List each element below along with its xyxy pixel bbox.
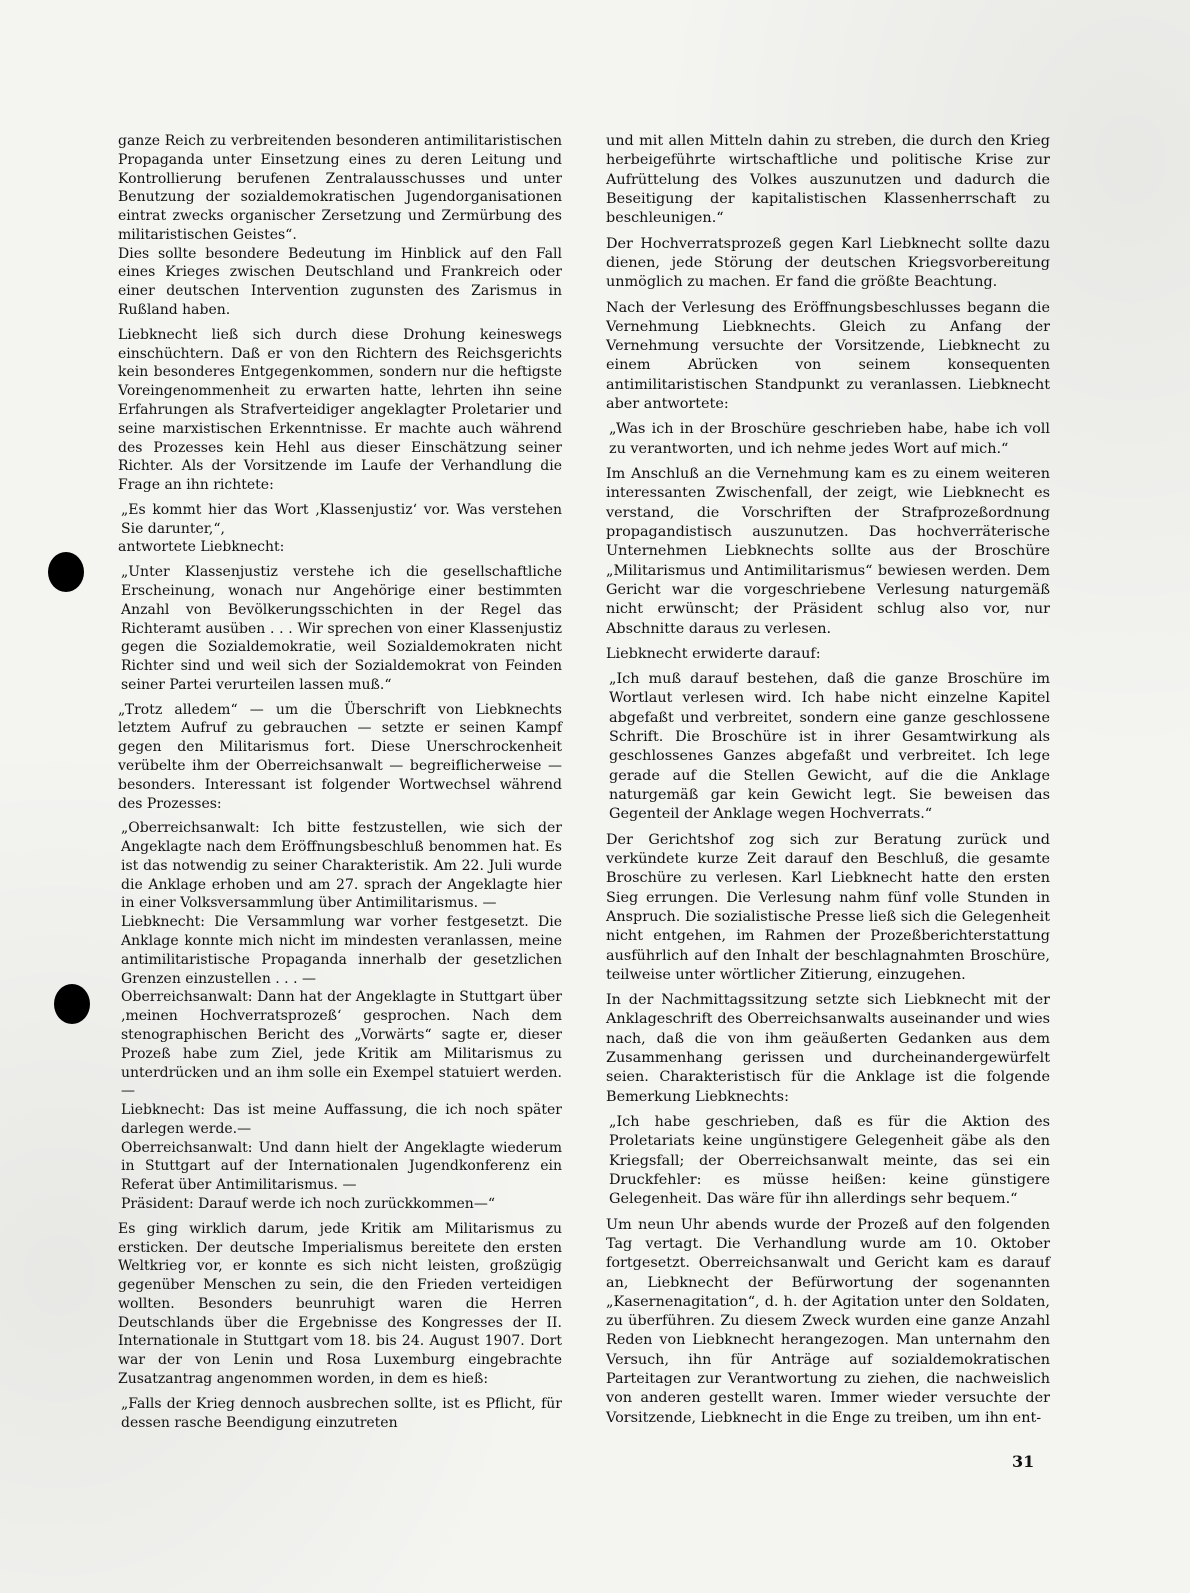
quote: „Falls der Krieg dennoch ausbrechen sollte, ist es Pflicht, für dessen rasche Beendigung einzutreten (121, 1395, 562, 1431)
page-number: 31 (1012, 1452, 1035, 1471)
quote: „Was ich in der Broschüre geschrieben habe, habe ich voll zu verantworten, und ich nehme jedes Wort auf mich.“ (609, 421, 1050, 457)
paragraph: antwortete Liebknecht: (118, 539, 285, 556)
paragraph: Es ging wirklich darum, jede Kritik am Militarismus zu ersticken. Der deutsche Imperialismus bereitete den ersten Weltkrieg vor, er konnte es sich nicht leisten, großzügig gegenüber Menschen zu sein, die den Frieden verteidigen wollten. Besonders beunruhigt waren die Herren Deutschlands über die Ergebnisse des Kongresses der II. Internationale in Stuttgart vom 18. bis 24. August 1907. Dort war der von Lenin und Rosa Luxemburg eingebrachte Zusatzantrag angenommen worden, in dem es hieß: (118, 1220, 562, 1387)
paragraph: Liebknecht erwiderte darauf: (606, 645, 821, 662)
quote: Liebknecht: Die Versammlung war vorher festgesetzt. Die Anklage konnte mich nicht im mindesten veranlassen, meine antimilitaristische Propaganda innerhalb der gesetzlichen Grenzen einzustellen . . . — (121, 914, 562, 987)
paragraph: Dies sollte besondere Bedeutung im Hinblick auf den Fall eines Krieges zwischen Deutschland und Frankreich oder einer deutschen Intervention zugunsten des Zarismus in Rußland haben. (118, 245, 562, 319)
punch-hole (48, 552, 84, 592)
paragraph: Nach der Verlesung des Eröffnungsbeschlusses begann die Vernehmung Liebknechts. Gleich zu Anfang der Vernehmung versuchte der Vorsitzende, Liebknecht zu einem Abrücken von seinem konsequenten antimilitaristischen Standpunkt zu veranlassen. Liebknecht aber antwortete: (606, 299, 1050, 413)
paragraph: Der Hochverratsprozeß gegen Karl Liebknecht sollte dazu dienen, jede Störung der deutschen Kriegsvorbereitung unmöglich zu machen. Er fand die größte Beachtung. (606, 235, 1050, 291)
quote: Oberreichsanwalt: Und dann hielt der Angeklagte wiederum in Stuttgart auf der Internationalen Jugendkonferenz ein Referat über Antimilitarismus. — (121, 1139, 562, 1194)
quote: „Ich habe geschrieben, daß es für die Aktion des Proletariats keine ungünstigere Gelegenheit gäbe als den Kriegsfall; der Oberreichsanwalt meinte, das sei ein Druckfehler: es müsse heißen: keine günstigere Gelegenheit. Das wäre für ihn allerdings sehr bequem.“ (609, 1114, 1050, 1208)
quote: „Ich muß darauf bestehen, daß die ganze Broschüre im Wortlaut verlesen wird. Ich habe nicht einzelne Kapitel abgefaßt und verbreitet, sondern eine ganze geschlossene Schrift. Die Broschüre ist in ihrer Gesamtwirkung als geschlossenes Ganzes abgefaßt und verbreitet. Ich lege gerade auf die Stellen Gewicht, auf die die Anklage naturgemäß gar kein Gewicht legt. Sie beweisen das Gegenteil der Anklage wegen Hochverrats.“ (609, 671, 1050, 823)
quote: „Oberreichsanwalt: Ich bitte festzustellen, wie sich der Angeklagte nach dem Eröffnungsbeschluß benommen hat. Es ist das notwendig zu seiner Charakteristik. Am 22. Juli wurde die Anklage erhoben und am 27. sprach der Angeklagte hier in einer Volksversammlung über Antimilitarismus. — (121, 820, 562, 912)
punch-hole (54, 984, 90, 1024)
quote: „Unter Klassenjustiz verstehe ich die gesellschaftliche Erscheinung, wonach nur Angehörige einer bestimmten Anzahl von Bevölkerungsschichten in der Regel das Richteramt ausüben . . . Wir sprechen von einer Klassenjustiz gegen die Sozialdemokratie, weil Sozialdemokraten nicht Richter sind und weil sich der Sozialdemokrat von Feinden seiner Partei verurteilen lassen muß.“ (121, 564, 562, 693)
paragraph: Liebknecht ließ sich durch diese Drohung keineswegs einschüchtern. Daß er von den Richtern des Reichsgerichts kein besonderes Entgegenkommen, sondern nur die heftigste Voreingenommenheit zu erwarten hatte, lehrten ihn seine Erfahrungen als Strafverteidiger angeklagter Proletarier und seine marxistischen Erkenntnisse. Er machte auch während des Prozesses kein Hehl aus dieser Einschätzung seiner Richter. Als der Vorsitzende im Laufe der Verhandlung die Frage an ihn richtete: (118, 326, 562, 494)
quote: „Es kommt hier das Wort ‚Klassenjustiz‘ vor. Was verstehen Sie darunter,“, (121, 501, 562, 537)
paragraph: Um neun Uhr abends wurde der Prozeß auf den folgenden Tag vertagt. Die Verhandlung wurde am 10. Oktober fortgesetzt. Oberreichsanwalt und Gericht kam es darauf an, Liebknecht der Befürwortung der sogenannten „Kasernenagitation“, d. h. der Agitation unter den Soldaten, zu überführen. Zu diesem Zweck wurden eine ganze Anzahl Reden von Liebknecht herangezogen. Man unternahm den Versuch, ihn für Anträge auf sozialdemokratischen Parteitagen zur Verantwortung zu ziehen, die nachweislich von anderen gestellt waren. Immer wieder versuchte der Vorsitzende, Liebknecht in die Enge zu treiben, um ihn ent- (606, 1216, 1050, 1426)
right-column (606, 132, 1050, 1428)
paragraph: und mit allen Mitteln dahin zu streben, die durch den Krieg herbeigeführte wirtschaftliche und politische Krise zur Aufrüttelung des Volkes auszunutzen und dadurch die Beseitigung der kapitalistischen Klassenherrschaft zu beschleunigen.“ (606, 133, 1050, 227)
quote: Oberreichsanwalt: Dann hat der Angeklagte in Stuttgart über ‚meinen Hochverratsprozeß‘ gesprochen. Nach dem stenographischen Bericht des „Vorwärts“ sagte er, dieser Prozeß habe zum Ziel, jede Kritik am Militarismus zu unterdrücken und an ihm solle ein Exempel statuiert werden. — (121, 989, 562, 1100)
quote: Liebknecht: Das ist meine Auffassung, die ich noch später darlegen werde.— (121, 1102, 562, 1137)
quote: Präsident: Darauf werde ich noch zurückkommen—“ (121, 1195, 495, 1212)
paragraph: Im Anschluß an die Vernehmung kam es zu einem weiteren interessanten Zwischenfall, der zeigt, wie Liebknecht es verstand, die Vorschriften der Strafprozeßordnung propagandistisch auszunutzen. Das hochverräterische Unternehmen Liebknechts sollte aus der Broschüre „Militarismus und Antimilitarismus“ bewiesen werden. Dem Gericht war die vorgeschriebene Verlesung naturgemäß nicht erwünscht; der Präsident schlug also vor, nur Abschnitte daraus zu verlesen. (606, 466, 1050, 637)
paragraph: In der Nachmittagssitzung setzte sich Liebknecht mit der Anklageschrift des Oberreichsanwalts auseinander und wies nach, daß die von ihm geäußerten Gedanken aus dem Zusammenhang gerissen und durcheinandergewürfelt seien. Charakteristisch für die Anklage ist die folgende Bemerkung Liebknechts: (606, 992, 1050, 1105)
left-column (118, 132, 562, 1432)
paragraph: Der Gerichtshof zog sich zur Beratung zurück und verkündete kurze Zeit darauf den Beschluß, die gesamte Broschüre zu verlesen. Karl Liebknecht hatte den ersten Sieg errungen. Die Verlesung nahm fünf volle Stunden in Anspruch. Die sozialistische Presse ließ sich die Gelegenheit nicht entgehen, im Rahmen der Prozeßberichterstattung ausführlich auf den Inhalt der beschlagnahmten Broschüre, teilweise unter wörtlicher Zitierung, einzugehen. (606, 831, 1050, 983)
paragraph: „Trotz alledem“ — um die Überschrift von Liebknechts letztem Aufruf zu gebrauchen — setzte er seinen Kampf gegen den Militarismus fort. Diese Unerschrockenheit verübelte ihm der Oberreichsanwalt — begreiflicherweise — besonders. Interessant ist folgender Wortwechsel während des Prozesses: (118, 701, 562, 812)
paragraph: ganze Reich zu verbreitenden besonderen antimilitaristischen Propaganda unter Einsetzung eines zu deren Leitung und Kontrollierung berufenen Zentralausschusses und unter Benutzung der sozialdemokratischen Jugendorganisationen eintrat zwecks organischer Zersetzung und Zermürbung des militaristischen Geistes“. (118, 133, 562, 243)
